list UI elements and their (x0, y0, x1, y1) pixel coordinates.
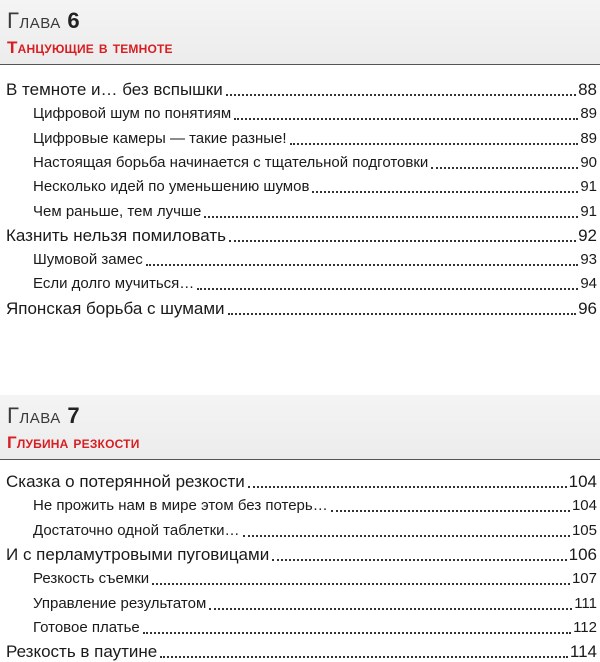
toc-entry-title: Достаточно одной таблетки… (33, 521, 240, 539)
chapter-number: 7 (67, 403, 81, 428)
toc-entry-title: Чем раньше, тем лучше (33, 202, 202, 220)
chapter-header (0, 0, 600, 65)
dot-leader (226, 93, 576, 96)
toc-entry (0, 222, 600, 246)
dot-leader (331, 509, 570, 512)
dot-leader (312, 190, 578, 193)
toc-entry-title: Шумовой замес (33, 251, 143, 269)
dot-leader (143, 631, 571, 634)
header-divider (0, 459, 600, 460)
toc-entry-page: 92 (578, 225, 597, 245)
toc-entry-page: 111 (574, 594, 597, 612)
toc-entry (0, 614, 600, 638)
toc-entry-page: 88 (578, 80, 597, 99)
toc-entry (0, 246, 600, 270)
toc-entry-page: 112 (573, 618, 597, 636)
toc-entry-title: Цифровой шум по понятиям (33, 105, 232, 123)
chapter-label-prefix: Глава (7, 8, 61, 33)
toc-entry-page: 106 (568, 544, 597, 564)
toc-entry-title: Готовое платье (33, 618, 140, 636)
toc-entry-page: 91 (580, 178, 597, 196)
chapter-title: Глубина резкости (7, 433, 140, 452)
dot-leader (146, 263, 579, 266)
toc-entry (0, 492, 600, 516)
chapter-header (0, 395, 600, 460)
toc-entry-title: Несколько идей по уменьшению шумов (33, 178, 310, 196)
toc-entry-page: 89 (580, 129, 597, 147)
toc-entry-title: В темноте и… без вспышки (6, 80, 223, 99)
toc-entry-page: 104 (571, 497, 597, 515)
toc-entry-title: Казнить нельзя помиловать (6, 225, 226, 245)
chapter-label-prefix: Глава (7, 403, 61, 428)
toc-entry-page: 94 (580, 275, 597, 293)
toc-entry (0, 590, 600, 614)
dot-leader (431, 166, 578, 169)
dot-leader (160, 655, 568, 658)
toc-entry-title: Не прожить нам в мире этом без потерь… (33, 497, 328, 515)
toc-entry-page: 89 (580, 105, 597, 123)
chapter-label (7, 403, 80, 429)
dot-leader (228, 312, 577, 315)
toc-entry-title: Управление результатом (33, 594, 207, 612)
dot-leader (197, 287, 578, 290)
toc-entry (0, 565, 600, 589)
dot-leader (152, 582, 570, 585)
chapter-label (7, 8, 80, 34)
dot-leader (204, 215, 578, 218)
toc-entry-page: 91 (580, 202, 597, 220)
header-divider (0, 64, 600, 65)
toc-entry-title: Резкость в паутине (6, 642, 158, 662)
dot-leader (234, 117, 578, 120)
toc-entry-page: 104 (568, 472, 597, 491)
toc-entry-page: 96 (578, 298, 597, 318)
toc-entry (0, 198, 600, 222)
toc-entry-page: 107 (571, 570, 597, 588)
toc-entry (0, 295, 600, 319)
toc-entry (0, 125, 600, 149)
toc-entry (0, 100, 600, 124)
toc-entry-title: Сказка о потерянной резкости (6, 472, 245, 491)
chapter-7 (0, 395, 600, 460)
chapter-6 (0, 0, 600, 65)
dot-leader (290, 142, 579, 145)
toc-entry-title: Резкость съемки (33, 570, 150, 588)
toc-entry-title: Цифровые камеры — такие разные! (33, 129, 287, 147)
toc-entry (0, 468, 600, 492)
toc-entry-title: И с перламутровыми пуговицами (6, 544, 270, 564)
dot-leader (248, 485, 567, 488)
toc-entry (0, 517, 600, 541)
toc-entry-page: 90 (580, 153, 597, 171)
chapter-number: 6 (67, 8, 81, 33)
dot-leader (272, 558, 566, 561)
toc-entry-page: 93 (580, 251, 597, 269)
toc-entry-title: Настоящая борьба начинается с тщательной подготовки (33, 153, 429, 171)
dot-leader (229, 239, 576, 242)
toc-entry (0, 270, 600, 294)
dot-leader (243, 534, 570, 537)
toc-entry (0, 76, 600, 100)
dot-leader (209, 607, 572, 610)
toc-entry (0, 638, 600, 662)
toc-entry (0, 149, 600, 173)
toc-entry (0, 541, 600, 565)
toc-entry-page: 105 (571, 521, 597, 539)
chapter-title: Танцующие в темноте (7, 38, 173, 57)
toc-entry-title: Если долго мучиться… (33, 275, 195, 293)
toc-entry-page: 114 (569, 642, 597, 662)
toc-entry (0, 173, 600, 197)
toc-entry-title: Японская борьба с шумами (6, 298, 225, 318)
